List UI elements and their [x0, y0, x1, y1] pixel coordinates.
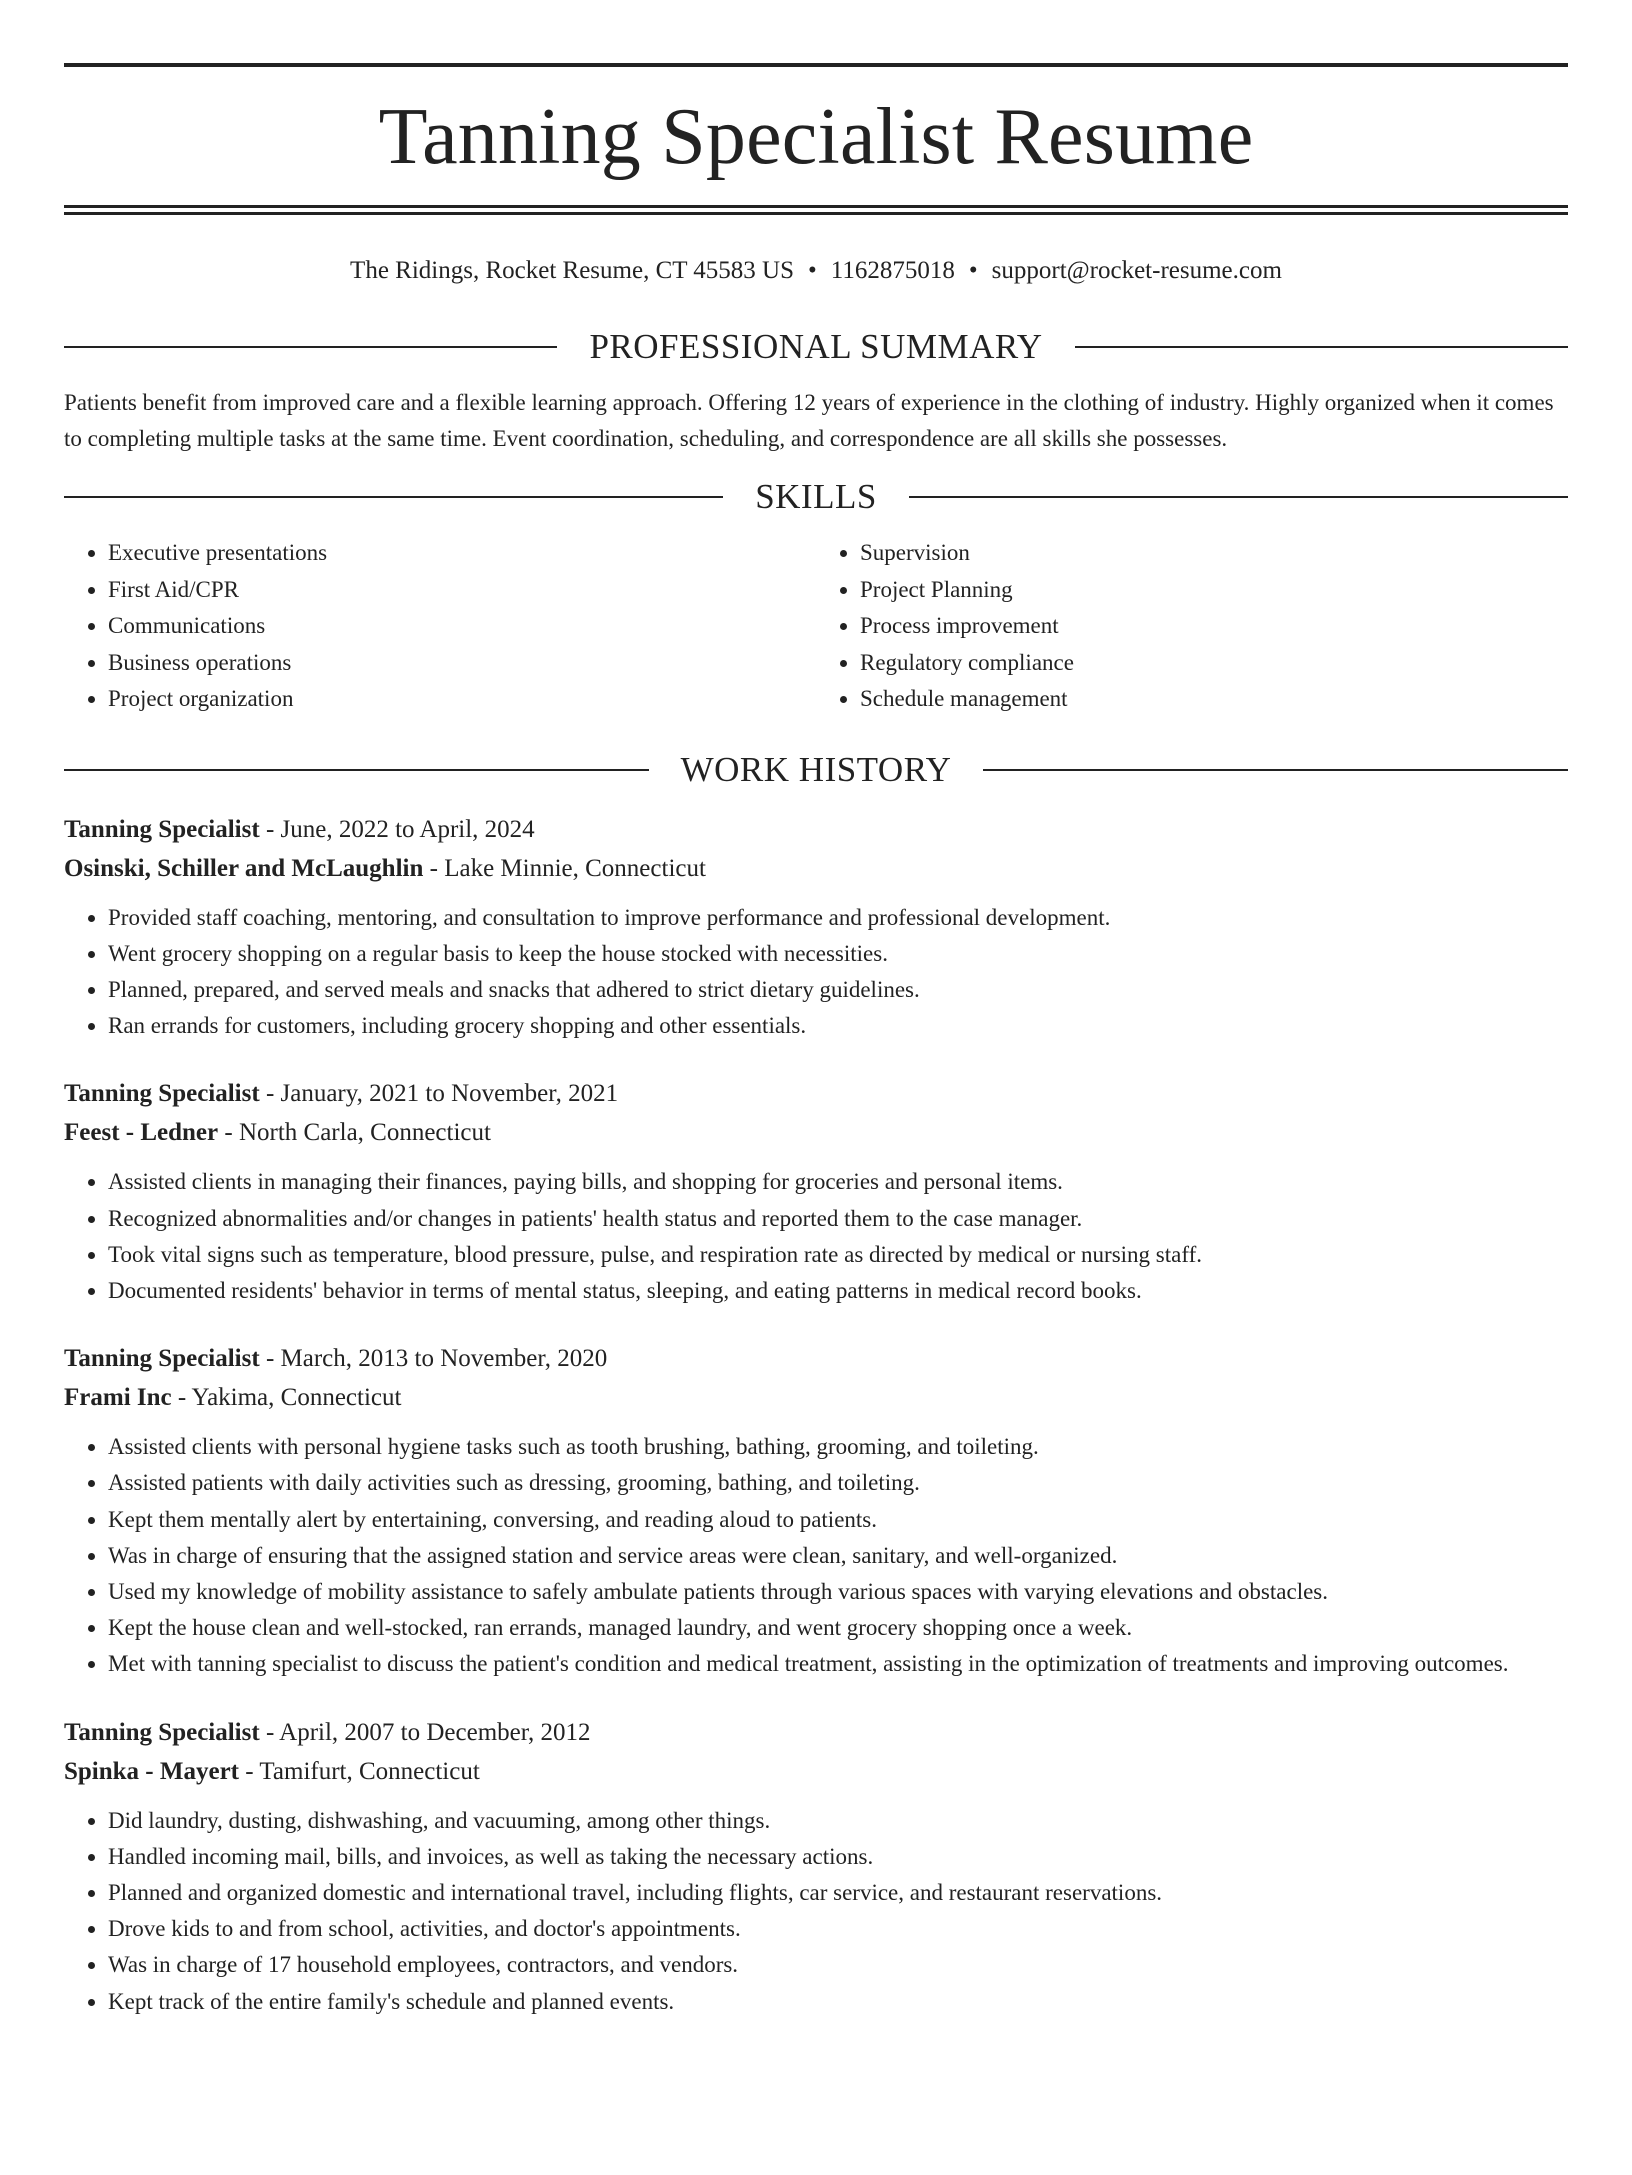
section-heading-skills	[64, 471, 1568, 523]
skill-item: • Process improvement	[860, 608, 1568, 645]
job-location: - Tamifurt, Connecticut	[239, 1757, 480, 1785]
job-bullet: • Was in charge of ensuring that the assigned station and service areas were clean, sanitary, and well-organized.	[108, 1538, 1568, 1574]
job-bullet: • Planned and organized domestic and international travel, including flights, car service, and restaurant reservations.	[108, 1875, 1568, 1911]
job-bullets	[64, 1803, 1568, 2020]
job-bullet: • Went grocery shopping on a regular basis to keep the house stocked with necessities.	[108, 936, 1568, 972]
contact-address: The Ridings, Rocket Resume, CT 45583 US	[350, 257, 795, 284]
job-bullet: • Planned, prepared, and served meals and snacks that adhered to strict dietary guidelines.	[108, 972, 1568, 1008]
job-bullet: • Kept them mentally alert by entertaining, conversing, and reading aloud to patients.	[108, 1502, 1568, 1538]
job-title-line	[64, 1713, 1568, 1752]
job-company-line	[64, 1113, 1568, 1152]
skill-item: • Schedule management	[860, 681, 1568, 718]
top-rule	[64, 63, 1568, 67]
skill-item: • Regulatory compliance	[860, 645, 1568, 682]
job-title-line	[64, 810, 1568, 849]
job-bullet: • Took vital signs such as temperature, blood pressure, pulse, and respiration rate as directed by medical or nursing staff.	[108, 1237, 1568, 1273]
work-history-list	[64, 810, 1568, 2020]
job-bullet: • Assisted patients with daily activities such as dressing, grooming, bathing, and toileting.	[108, 1465, 1568, 1501]
job-bullet: • Handled incoming mail, bills, and invoices, as well as taking the necessary actions.	[108, 1839, 1568, 1875]
job-bullet: • Drove kids to and from school, activities, and doctor's appointments.	[108, 1911, 1568, 1947]
job-company: Spinka - Mayert	[64, 1757, 239, 1785]
job-bullet: • Assisted clients with personal hygiene tasks such as tooth brushing, bathing, grooming, and toileting.	[108, 1429, 1568, 1465]
job-bullet: • Was in charge of 17 household employees, contractors, and vendors.	[108, 1947, 1568, 1983]
contact-email: support@rocket-resume.com	[991, 257, 1282, 284]
job-company-line	[64, 849, 1568, 888]
job-bullets	[64, 1164, 1568, 1309]
job-entry	[64, 1074, 1568, 1309]
job-bullets	[64, 900, 1568, 1045]
job-bullet: • Kept the house clean and well-stocked, ran errands, managed laundry, and went grocery shopping once a week.	[108, 1610, 1568, 1646]
section-heading-summary	[64, 321, 1568, 373]
skill-item: • Business operations	[108, 645, 816, 682]
job-bullet: • Documented residents' behavior in terms of mental status, sleeping, and eating patterns in medical record books.	[108, 1273, 1568, 1309]
section-title: SKILLS	[755, 477, 877, 516]
job-entry	[64, 1713, 1568, 2020]
job-bullet: • Ran errands for customers, including grocery shopping and other essentials.	[108, 1008, 1568, 1044]
skills-list	[64, 535, 1568, 718]
job-title: Tanning Specialist	[64, 815, 260, 843]
skill-item: • First Aid/CPR	[108, 572, 816, 609]
job-company-line	[64, 1752, 1568, 1791]
skill-item: • Communications	[108, 608, 816, 645]
job-company: Feest - Ledner	[64, 1119, 219, 1147]
heading-rule-right	[1075, 346, 1568, 348]
section-title: WORK HISTORY	[680, 749, 952, 789]
heading-rule-left	[64, 346, 557, 348]
job-bullet: • Did laundry, dusting, dishwashing, and vacuuming, among other things.	[108, 1803, 1568, 1839]
resume-page	[0, 63, 1632, 2175]
skill-item: • Supervision	[860, 535, 1568, 572]
contact-separator: •	[968, 257, 978, 284]
job-bullet: • Kept track of the entire family's schedule and planned events.	[108, 1984, 1568, 2020]
skill-item: • Executive presentations	[108, 535, 816, 572]
summary-text: Patients benefit from improved care and a flexible learning approach. Offering 12 years of experience in the clothing of industry. Highly organized when it comes to completing multiple tasks at the same time. Event coordination, scheduling, and correspondence are all skills she possesses.	[64, 390, 1554, 451]
job-company-line	[64, 1378, 1568, 1417]
skills-column-right	[816, 535, 1568, 718]
job-entry	[64, 810, 1568, 1045]
job-entry	[64, 1339, 1568, 1682]
skills-column-left	[64, 535, 816, 718]
section-heading-work	[64, 744, 1568, 796]
job-title: Tanning Specialist	[64, 1345, 260, 1373]
job-dates: - June, 2022 to April, 2024	[259, 815, 535, 843]
heading-rule-left	[64, 769, 649, 771]
skill-item: • Project Planning	[860, 572, 1568, 609]
job-title: Tanning Specialist	[64, 1080, 260, 1108]
page-title: Tanning Specialist Resume	[378, 93, 1254, 181]
job-title-line	[64, 1074, 1568, 1113]
skill-item: • Project organization	[108, 681, 816, 718]
job-company: Osinski, Schiller and McLaughlin	[64, 854, 424, 882]
contact-phone: 1162875018	[830, 257, 955, 284]
contact-separator: •	[808, 257, 817, 284]
heading-rule-left	[64, 496, 723, 498]
job-bullet: • Used my knowledge of mobility assistance to safely ambulate patients through various spaces with varying elevations and obstacles.	[108, 1574, 1568, 1610]
job-dates: - April, 2007 to December, 2012	[259, 1718, 591, 1746]
heading-rule-right	[909, 496, 1568, 498]
job-company: Frami Inc	[64, 1384, 172, 1412]
job-title: Tanning Specialist	[64, 1718, 260, 1746]
job-location: - Lake Minnie, Connecticut	[423, 854, 706, 882]
job-bullet: • Provided staff coaching, mentoring, and consultation to improve performance and professional development.	[108, 900, 1568, 936]
job-location: - Yakima, Connecticut	[171, 1384, 402, 1412]
job-dates: - March, 2013 to November, 2020	[259, 1345, 608, 1373]
job-bullet: • Met with tanning specialist to discuss the patient's condition and medical treatment, assisting in the optimization of treatments and improving outcomes.	[108, 1646, 1568, 1682]
contact-line	[64, 251, 1568, 291]
heading-rule-right	[983, 769, 1568, 771]
job-bullets	[64, 1429, 1568, 1682]
job-title-line	[64, 1339, 1568, 1378]
title-double-rule	[64, 205, 1568, 215]
job-location: - North Carla, Connecticut	[218, 1119, 491, 1147]
job-dates: - January, 2021 to November, 2021	[259, 1080, 619, 1108]
job-bullet: • Assisted clients in managing their finances, paying bills, and shopping for groceries and personal items.	[108, 1164, 1568, 1200]
section-title: PROFESSIONAL SUMMARY	[589, 327, 1043, 366]
job-bullet: • Recognized abnormalities and/or changes in patients' health status and reported them to the case manager.	[108, 1201, 1568, 1237]
